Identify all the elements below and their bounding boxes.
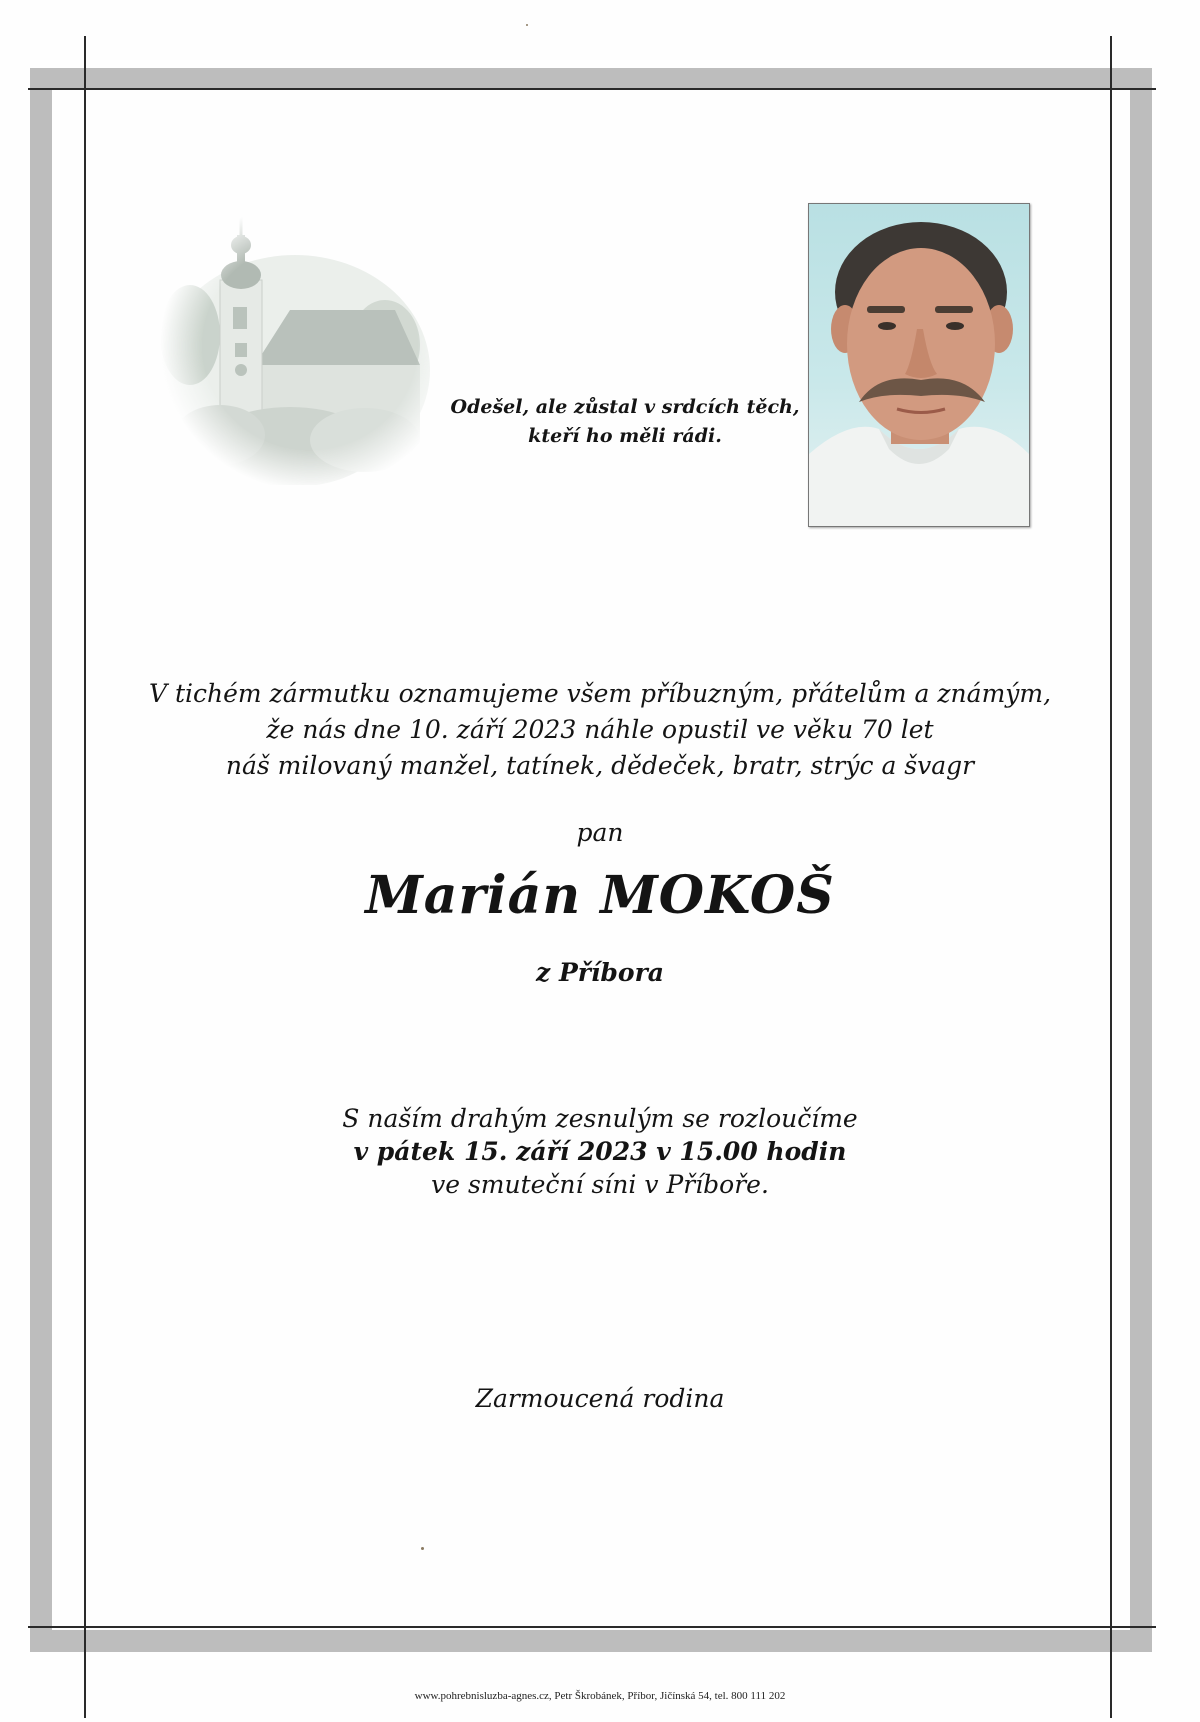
announcement [100,676,1100,784]
announcement-line-2: že nás dne 10. září 2023 náhle opustil ve věku 70 let [266,715,934,744]
frame-band-bottom [30,1630,1152,1652]
frame-band-left [30,68,52,1652]
frame-band-right [1130,68,1152,1652]
portrait-photo [808,203,1030,527]
announcement-line-3: náš milovaný manžel, tatínek, dědeček, bratr, strýc a švagr [225,751,975,780]
frame-line-left [84,36,86,1718]
farewell-line-1: S naším drahým zesnulým se rozloučíme [342,1104,858,1133]
signature: Zarmoucená rodina [475,1384,725,1413]
farewell-info [100,1102,1100,1201]
footer-contact: www.pohrebnisluzba-agnes.cz, Petr Škrobánek, Příbor, Jičínská 54, tel. 800 111 202 [414,1690,786,1702]
farewell-date-time: v pátek 15. září 2023 v 15.00 hodin [353,1137,847,1166]
motto [440,393,810,451]
frame-line-bottom [28,1626,1156,1628]
frame-band-top [30,68,1152,90]
motto-line-1: Odešel, ale zůstal v srdcích těch, [450,396,800,418]
frame-line-right [1110,36,1112,1718]
motto-line-2: kteří ho měli rádi. [528,425,722,447]
announcement-line-1: V tichém zármutku oznamujeme všem příbuzným, přátelům a známým, [148,679,1052,708]
frame-line-top [28,88,1156,90]
deceased-origin: z Příbora [536,958,664,987]
salutation: pan [576,818,624,847]
scan-speck [421,1547,424,1550]
deceased-name: Marián MOKOŠ [365,865,835,926]
church-illustration [160,195,460,485]
scan-speck [526,24,528,26]
farewell-place: ve smuteční síni v Příboře. [431,1170,769,1199]
